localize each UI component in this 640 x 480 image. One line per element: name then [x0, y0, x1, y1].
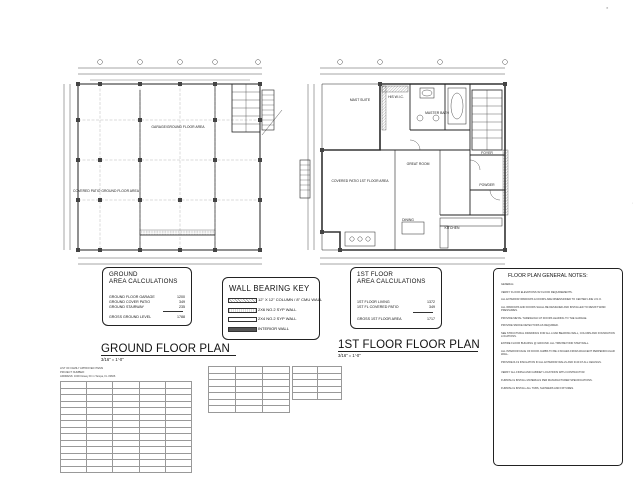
first-calc-row-label: 1ST FL COVERED PATIO: [357, 305, 399, 309]
room-label-master-suite: MAST SUITE: [349, 98, 371, 102]
general-note: ALL INTERIOR FACE OF DOOR JAMBS TO BE 4 INCHES FROM ADJACENT PERPENDICULAR WALL.: [501, 350, 615, 357]
wall-key-swatch-cmu: [228, 298, 257, 303]
first-calc-title-1: 1ST FLOOR: [357, 271, 394, 278]
room-label-1st-covered-patio: COVERED PATIO 1ST FLOOR AREA: [331, 179, 389, 183]
schedule-table-middle: [208, 366, 290, 413]
ground-calc-title-2: AREA CALCULATIONS: [109, 278, 178, 285]
ground-calc-row-value: 235: [179, 305, 185, 309]
wall-key-label: INTERIOR WALL: [258, 325, 289, 331]
table-cell: [317, 393, 342, 400]
general-note: PROVIDE SMOKE DETECTORS AS REQUIRED.: [501, 324, 559, 328]
table-cell: [61, 466, 87, 473]
wall-key-swatch-2x4: [228, 317, 257, 322]
sheet-corner-mark: ✕: [606, 6, 609, 10]
table-row: [209, 406, 290, 413]
ground-calc-sum-rule: [163, 311, 183, 312]
ground-calc-row-value: 1200: [177, 295, 185, 299]
general-notes-box: [493, 268, 623, 466]
general-note: PROVIDE METAL THRESHOLD AT DOORS LEADING TO THE GARAGE.: [501, 316, 588, 320]
first-calc-title-2: AREA CALCULATIONS: [357, 278, 426, 285]
ground-calc-row-value: 349: [179, 300, 185, 304]
wall-key-label: 12" X 12" COLUMN / 8" CMU WALL: [258, 296, 323, 302]
table-row: [61, 466, 192, 473]
schedule-table-left: [60, 381, 192, 473]
room-label-garage: GARAGE/GROUND FLOOR AREA: [151, 125, 205, 129]
ground-floor-plan: [64, 60, 282, 264]
first-calc-row-value: 1372: [427, 300, 435, 304]
first-plan-title: 1ST FLOOR FLOOR PLAN: [338, 339, 480, 351]
room-label-foyer: FOYER: [481, 151, 493, 155]
general-note: PROVIDE R-19 INSULATION IN ALL EXTERIOR WALLS AND R-30 AT ALL CEILINGS.: [501, 360, 602, 364]
wall-key-label: 2X4 NO.2 SYP WALL: [258, 315, 297, 321]
first-floor-plan: [300, 60, 508, 264]
first-calc-total-value: 1717: [427, 317, 435, 321]
first-plan-scale: 3/16" = 1'-0": [338, 353, 361, 358]
wall-key-swatch-2x6: [228, 308, 257, 313]
ground-area-calc-box: [102, 267, 192, 326]
general-note: FURNISH & INSTALL MATERIALS PER MANUFACTURER SPECIFICATIONS.: [501, 379, 593, 382]
table-cell: [87, 466, 113, 473]
wall-key-title: WALL BEARING KEY: [229, 284, 310, 293]
first-plan-title-rule: [338, 351, 478, 352]
room-label-powder: POWDER: [479, 183, 495, 187]
table-cell: [293, 393, 318, 400]
ground-calc-row-label: GROUND COVER PATIO: [109, 300, 150, 304]
room-label-great-room: GREAT ROOM: [406, 162, 430, 166]
schedule-header-line: PROJECT NUMBER:: [60, 371, 85, 374]
ground-calc-row-label: GROUND FLOOR GARAGE: [109, 295, 155, 299]
first-calc-total-label: GROSS 1ST FLOOR AREA: [357, 317, 402, 321]
ground-plan-title: GROUND FLOOR PLAN: [101, 343, 230, 355]
ground-calc-total-label: GROSS GROUND LEVEL: [109, 315, 152, 319]
general-note: ALL EXTERIOR WINDOWS & DOORS ARE DIMENSIONED TO CENTER LINE U.N.O.: [501, 298, 602, 302]
wall-key-label: 2X6 NO.2 SYP WALL: [258, 306, 297, 312]
schedule-header-line: ADDRESS: 1600 Dewey Dr in Tampa, FL 33606: [60, 375, 116, 378]
table-cell: [165, 466, 191, 473]
notes-title: FLOOR PLAN GENERAL NOTES:: [508, 273, 588, 279]
general-note: ENTIRE FLOOR BUILDING @ GROUND. ALL TRIM BEYOND STEP WALL.: [501, 342, 590, 346]
sheet-edge-mark: ◦: [632, 201, 634, 205]
first-calc-row-value: 349: [429, 305, 435, 309]
table-cell: [263, 406, 290, 413]
ground-calc-row-label: GROUND STAIRWAY: [109, 305, 145, 309]
room-label-master-bath: MASTER BATH: [425, 111, 449, 115]
first-calc-row-label: 1ST FLOOR LIVING: [357, 300, 390, 304]
room-label-his-wic: HIS W.I.C.: [388, 95, 404, 99]
general-note: GENERAL:: [501, 283, 515, 286]
wall-key-swatch-interior: [228, 327, 257, 332]
table-cell: [139, 466, 165, 473]
table-cell: [236, 406, 263, 413]
general-note: VERIFY FLOOR ELEVATIONS W/ FLOOD REQUIREMENTS.: [501, 290, 573, 294]
general-note: ALL WINDOWS AND DOORS SHALL BE DESIGNED AND INSTALLED TO RESIST WIND PRESSURES.: [501, 305, 606, 312]
table-cell: [113, 466, 139, 473]
general-note: SEE STRUCTURAL DRAWINGS FOR ALL LOAD BEARING WALL, COLUMN AND FOUNDATION LOCATIONS.: [501, 331, 615, 338]
ground-calc-total-value: 1788: [177, 315, 185, 319]
ground-plan-scale: 3/16" = 1'-0": [101, 357, 124, 362]
room-label-kitchen: KITCHEN: [444, 226, 460, 230]
table-row: [293, 393, 342, 400]
table-cell: [209, 406, 236, 413]
schedule-header-line: LIST OF FAMILY APPROVED ITEMS: [60, 367, 104, 370]
general-note: FURNISH & INSTALL ALL TUBS, SHOWERS AND FIXTURES.: [501, 386, 574, 390]
room-label-dining: DINING: [402, 218, 414, 222]
general-note: VERIFY ALL FINISH AND CABINET LOCATIONS WITH CONTRACTOR.: [501, 371, 586, 375]
first-area-calc-box: [350, 267, 442, 329]
room-label-covered-patio: COVERED PATIO GROUND FLOOR AREA: [73, 189, 139, 193]
wall-bearing-key-box: [222, 277, 323, 340]
schedule-table-middle-right: [292, 366, 342, 400]
ground-plan-title-rule: [101, 355, 236, 356]
first-calc-sum-rule: [413, 312, 433, 313]
ground-calc-title-1: GROUND: [109, 271, 138, 278]
